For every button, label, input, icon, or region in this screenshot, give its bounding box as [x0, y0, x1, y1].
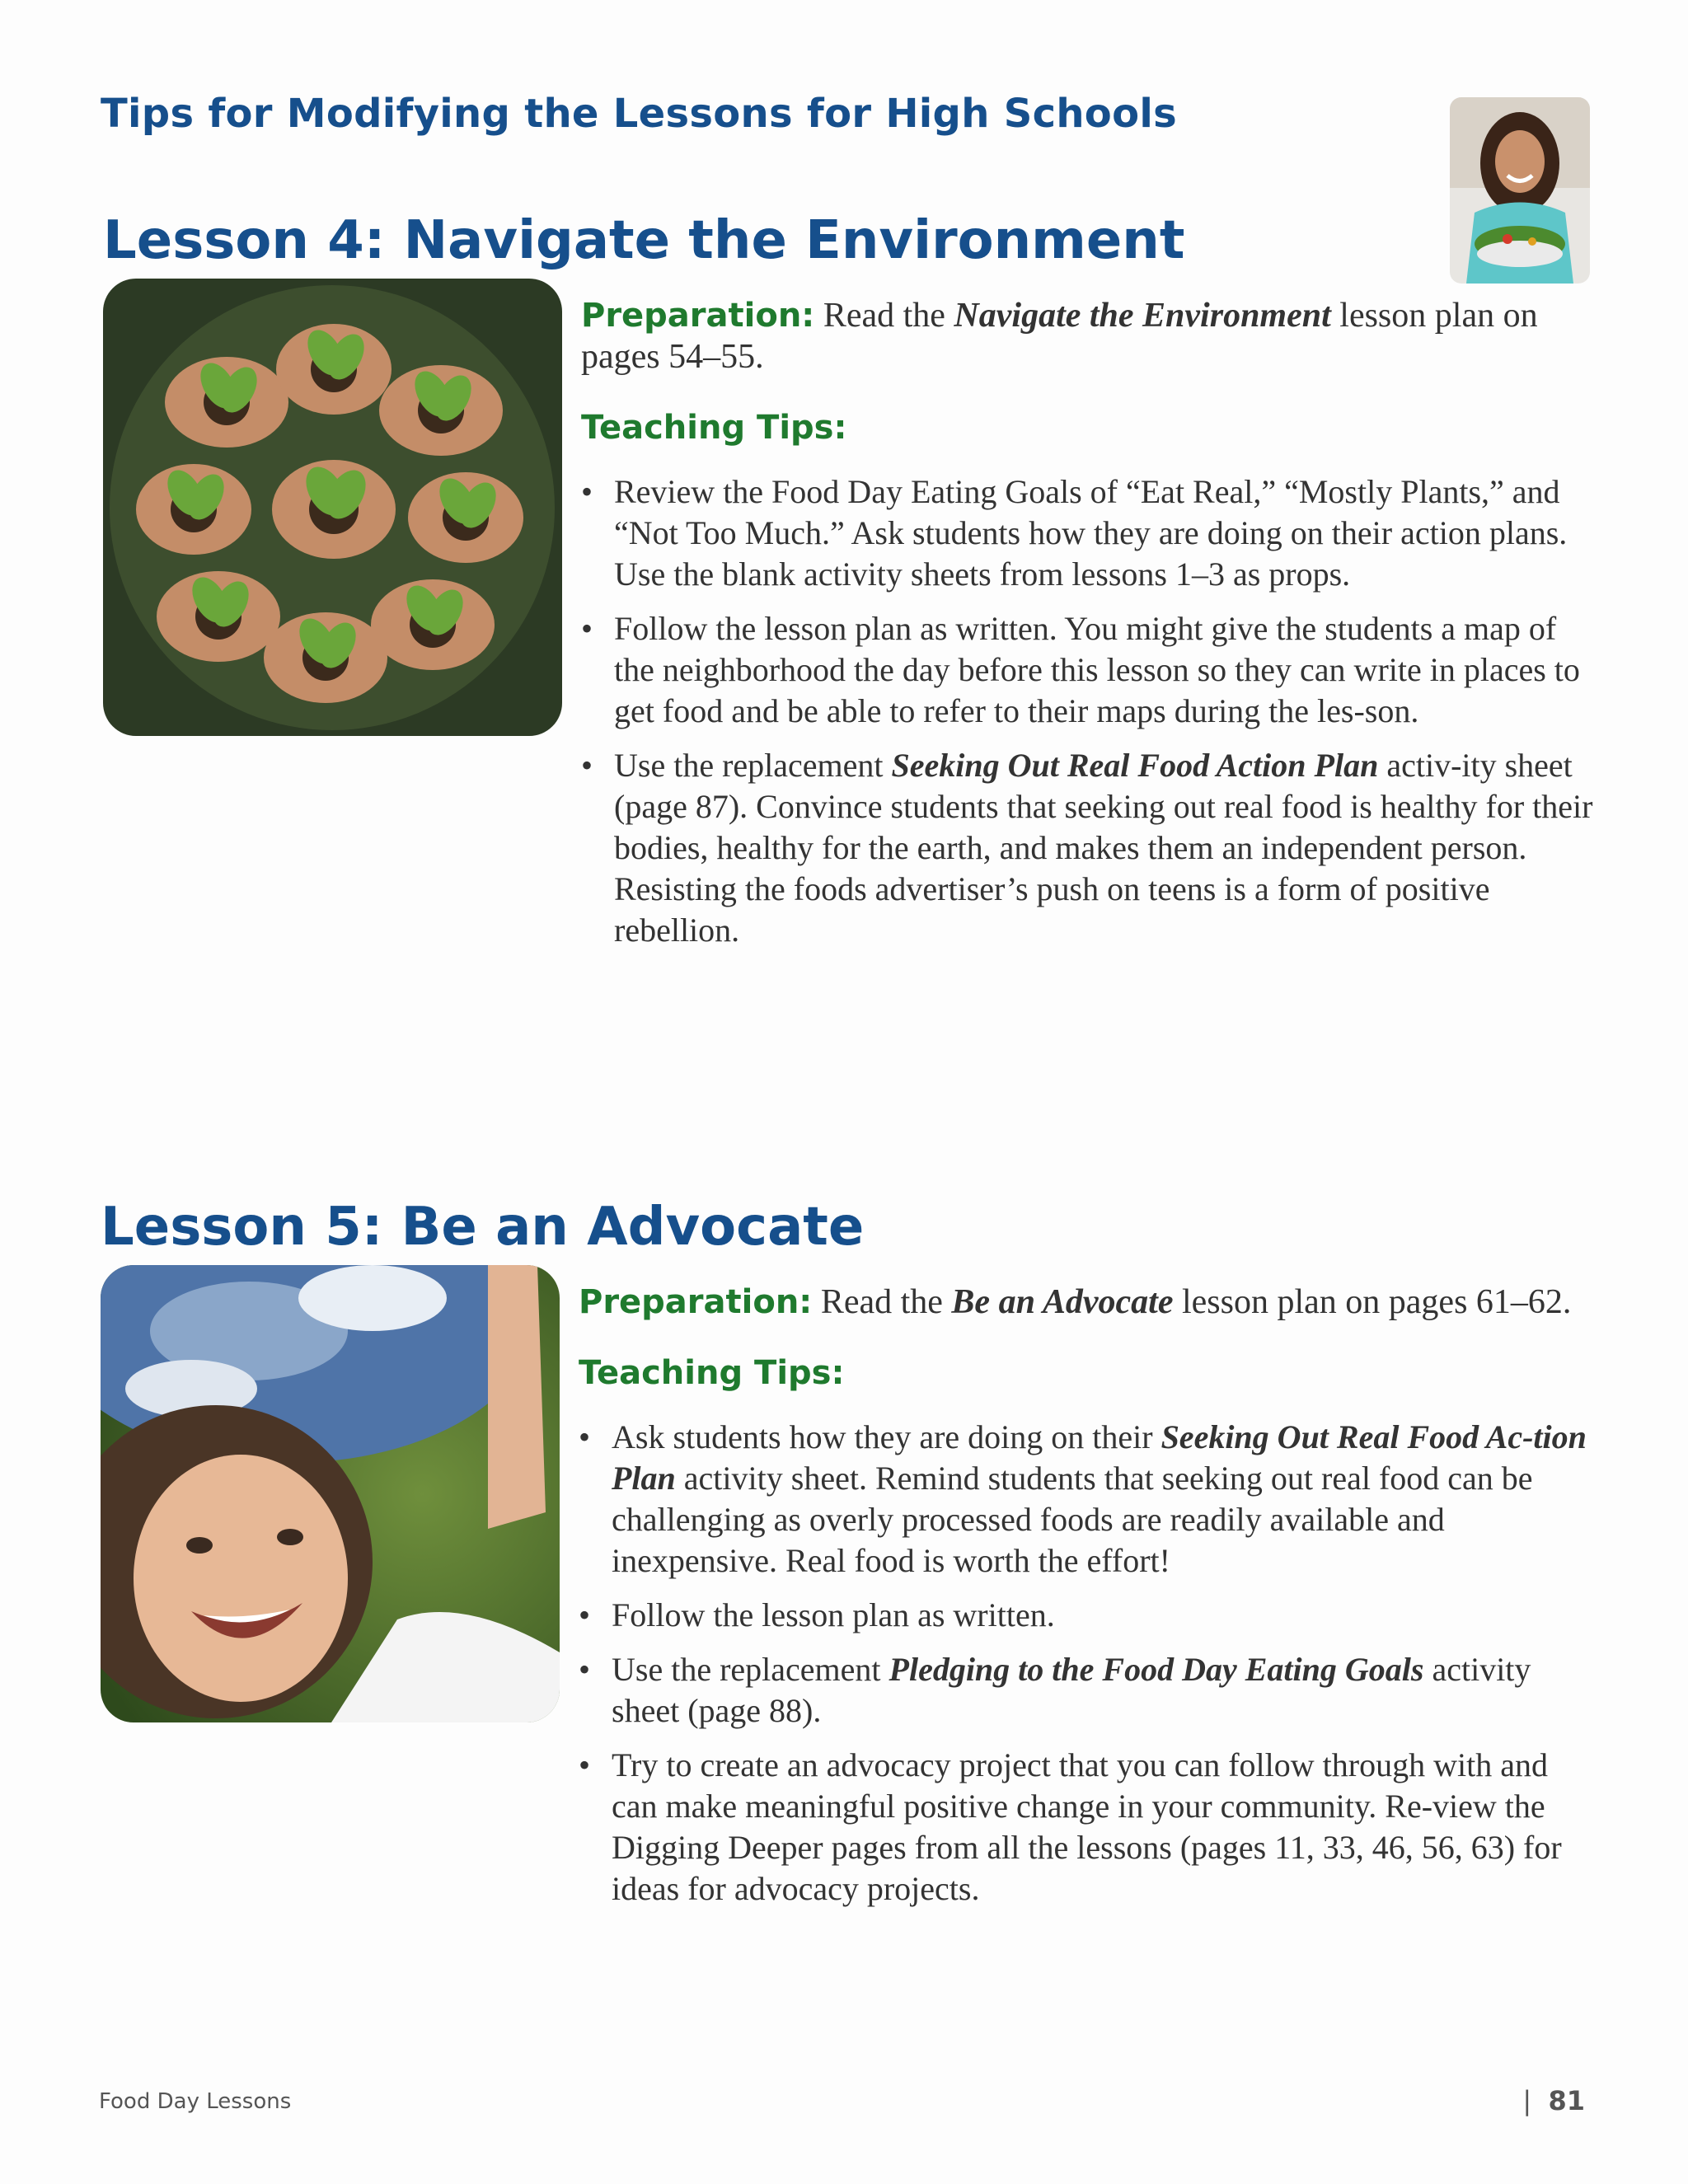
- bullet-icon: •: [581, 610, 593, 647]
- tip-text: Review the Food Day Eating Goals of “Eat Real,” “Mostly Plants,” and “Not Too Much.” Ask students how they are doing on their action plans. Use the blank activity sheets from lessons 1–3 as props.: [614, 473, 1568, 593]
- list-item: [579, 1595, 1592, 1636]
- preparation-text: Read the: [814, 297, 954, 335]
- preparation-text: lesson plan on pages 61–62.: [1173, 1283, 1572, 1321]
- preparation-label: Preparation:: [579, 1283, 813, 1321]
- bullet-icon: •: [581, 747, 593, 784]
- tip-text: Ask students how they are doing on their: [612, 1418, 1161, 1455]
- bullet-icon: •: [579, 1746, 591, 1783]
- tip-text: Use the replacement: [612, 1651, 889, 1688]
- lesson-5-title: Lesson 5: Be an Advocate: [101, 1197, 865, 1258]
- preparation-text: lesson plan on pages 54–55.: [581, 297, 1538, 376]
- bullet-icon: •: [581, 473, 593, 510]
- lesson-4-tips-list: [581, 471, 1595, 951]
- girl-holding-earth-photo: [101, 1265, 560, 1722]
- list-item: [579, 1417, 1592, 1582]
- lesson-5-preparation: [579, 1282, 1592, 1323]
- tip-text: Try to create an advocacy project that you can follow through with and can make meaningful positive change in your community. Re-view the Digging Deeper pages from all the lessons (pages 11, 33, 46, 56, 63) for ideas for advocacy projects.: [612, 1746, 1562, 1907]
- tip-text: activ-ity sheet (page 87). Convince students that seeking out real food is healthy for their bodies, healthy for the earth, and makes them an independent person. Resisting the foods advertiser’s push on teens is a form of positive rebellion.: [614, 747, 1593, 949]
- list-item: [581, 471, 1595, 595]
- list-item: [581, 608, 1595, 732]
- lesson-4-preparation: [581, 295, 1595, 377]
- page-header-title: Tips for Modifying the Lessons for High Schools: [101, 91, 1177, 137]
- footer-page-info: [1522, 2085, 1585, 2116]
- tip-text: Follow the lesson plan as written. You might give the students a map of the neighborhood the day before this lesson so they can write in places to get food and be able to refer to their maps during the les-son.: [614, 610, 1580, 729]
- lesson-plan-title: Navigate the Environment: [954, 297, 1331, 335]
- lesson-5-tips-list: [579, 1417, 1592, 1910]
- lesson-plan-title: Be an Advocate: [951, 1283, 1174, 1321]
- tip-text: Follow the lesson plan as written.: [612, 1596, 1055, 1633]
- tip-text: Use the replacement: [614, 747, 892, 784]
- tip-text: activity sheet. Remind students that seeking out real food can be challenging as overly processed foods are readily available and inexpensive. Real food is worth the effort!: [612, 1460, 1533, 1579]
- preparation-label: Preparation:: [581, 297, 815, 335]
- footer-publication-name: Food Day Lessons: [99, 2089, 292, 2114]
- woman-eating-salad-photo: [1450, 97, 1590, 284]
- tip-emphasis: Seeking Out Real Food Ac-tion Plan: [612, 1418, 1587, 1497]
- lesson-5-content: [579, 1282, 1592, 1923]
- lesson-4-title: Lesson 4: Navigate the Environment: [103, 210, 1185, 271]
- list-item: [579, 1649, 1592, 1732]
- bullet-icon: •: [579, 1651, 591, 1688]
- teaching-tips-heading: Teaching Tips:: [581, 409, 847, 447]
- bullet-icon: •: [579, 1596, 591, 1633]
- teaching-tips-heading: Teaching Tips:: [579, 1354, 845, 1392]
- tip-emphasis: Pledging to the Food Day Eating Goals: [889, 1651, 1424, 1688]
- footer-separator: |: [1522, 2085, 1532, 2116]
- page-number: 81: [1548, 2085, 1585, 2116]
- list-item: [579, 1745, 1592, 1910]
- tip-text: activity sheet (page 88).: [612, 1651, 1531, 1729]
- hands-holding-seedlings-photo: [103, 279, 562, 736]
- bullet-icon: •: [579, 1418, 591, 1455]
- tip-emphasis: Seeking Out Real Food Action Plan: [891, 747, 1379, 784]
- list-item: [581, 745, 1595, 951]
- preparation-text: Read the: [812, 1283, 952, 1321]
- lesson-4-content: [581, 295, 1595, 964]
